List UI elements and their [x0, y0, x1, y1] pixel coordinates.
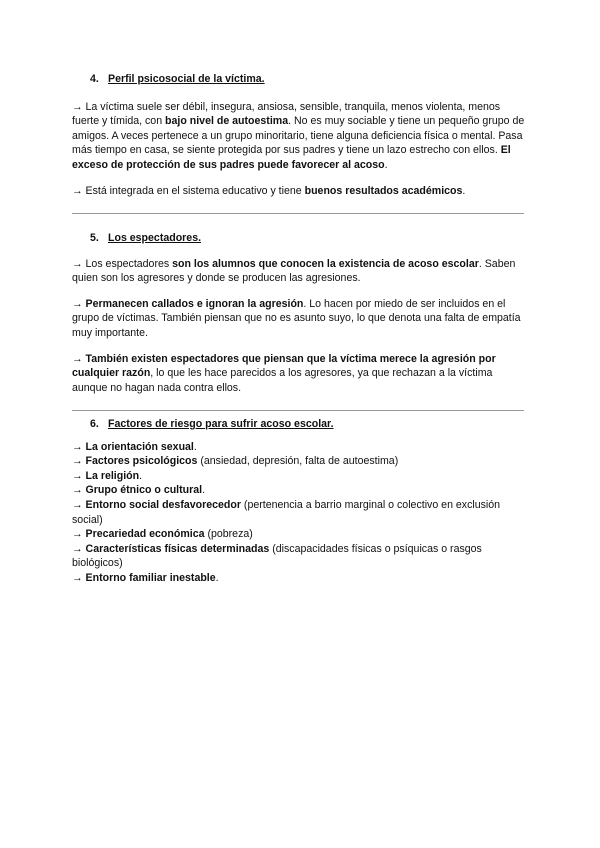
bold-text: bajo nivel de autoestima	[165, 115, 289, 128]
section-risk-factors	[72, 417, 528, 586]
text: .	[384, 158, 388, 171]
text: →	[72, 528, 86, 541]
text: (discapacidades físicas o psíquicas o rasgos biológicos)	[72, 542, 482, 570]
text: →	[72, 440, 86, 453]
section-number: 4.	[90, 73, 99, 85]
bold-text: El exceso de protección de sus padres puede favorecer al acoso	[72, 144, 511, 171]
section-divider	[72, 410, 524, 411]
bold-text: La religión	[85, 469, 140, 482]
section-heading	[90, 231, 528, 246]
bold-text: Entorno familiar inestable	[85, 571, 216, 584]
text: → Los espectadores	[72, 257, 173, 270]
text: .	[215, 571, 219, 584]
text: , lo que les hace parecidos a los agresores, ya que rechazan a la víctima aunque no hagan nada contra ellos.	[72, 367, 493, 394]
text: →	[72, 571, 86, 584]
bold-text: Entorno social desfavorecedor	[85, 498, 241, 511]
list-item	[72, 469, 528, 484]
list-item	[72, 440, 528, 455]
bold-text: También existen espectadores que piensan que la víctima merece la agresión por cualquier razón	[72, 352, 496, 380]
list-item	[72, 483, 528, 498]
risk-factor-list	[72, 440, 528, 586]
section-title: Factores de riesgo para sufrir acoso escolar.	[108, 418, 334, 430]
text: .	[139, 469, 143, 482]
text: .	[202, 484, 206, 497]
bold-text: La orientación sexual	[85, 440, 194, 453]
bold-text: buenos resultados académicos	[304, 184, 463, 197]
section-victim-profile	[72, 72, 528, 198]
list-item	[72, 571, 528, 586]
text: .	[462, 184, 466, 197]
bold-text: Factores psicológicos	[85, 455, 198, 468]
text: →	[72, 498, 86, 511]
text: → La víctima suele ser débil, insegura, ansiosa, sensible, tranquila, menos violenta, menos fuerte y tímida, con	[72, 100, 501, 128]
text: →	[72, 484, 86, 497]
section-number: 5.	[90, 232, 99, 244]
list-item	[72, 454, 528, 469]
paragraph	[72, 257, 528, 286]
list-item	[72, 542, 528, 571]
paragraph	[72, 184, 528, 199]
text: →	[72, 469, 86, 482]
text: (pobreza)	[204, 528, 253, 541]
bold-text: Características físicas determinadas	[85, 542, 270, 555]
section-title: Los espectadores.	[108, 232, 202, 244]
paragraph	[72, 297, 528, 341]
section-title: Perfil psicosocial de la víctima.	[108, 73, 265, 85]
bold-text: son los alumnos que conocen la existencia de acoso escolar	[172, 257, 479, 270]
list-item	[72, 498, 528, 527]
text: → Está integrada en el sistema educativo y tiene	[72, 184, 305, 197]
bold-text: Permanecen callados e ignoran la agresión	[85, 297, 304, 310]
list-item	[72, 527, 528, 542]
text: →	[72, 542, 86, 555]
text: →	[72, 352, 86, 365]
paragraph	[72, 352, 528, 396]
text: (pertenencia a barrio marginal o colectivo en exclusión social)	[72, 498, 501, 526]
section-heading	[90, 417, 528, 432]
section-divider	[72, 213, 524, 214]
text: .	[193, 440, 197, 453]
text: . No es muy sociable y tiene un pequeño grupo de amigos. A veces pertenece a un grupo minoritario, tiene alguna deficiencia física o mental. Pasa más tiempo en casa, se siente protegida por sus padres y tiene un lazo estrecho con ellos.	[72, 115, 525, 157]
paragraph	[72, 100, 528, 173]
section-number: 6.	[90, 418, 99, 430]
text: (ansiedad, depresión, falta de autoestima)	[197, 455, 399, 468]
section-spectators	[72, 231, 528, 395]
text: →	[72, 455, 86, 468]
text: →	[72, 297, 86, 310]
text: . Lo hacen por miedo de ser incluidos en el grupo de víctimas. También piensan que no es asunto suyo, lo que denota una falta de empatía muy importante.	[72, 297, 521, 339]
section-heading	[90, 72, 528, 87]
bold-text: Precariedad económica	[85, 528, 205, 541]
text: . Saben quien son los agresores y donde se producen las agresiones.	[72, 257, 516, 285]
bold-text: Grupo étnico o cultural	[85, 484, 203, 497]
